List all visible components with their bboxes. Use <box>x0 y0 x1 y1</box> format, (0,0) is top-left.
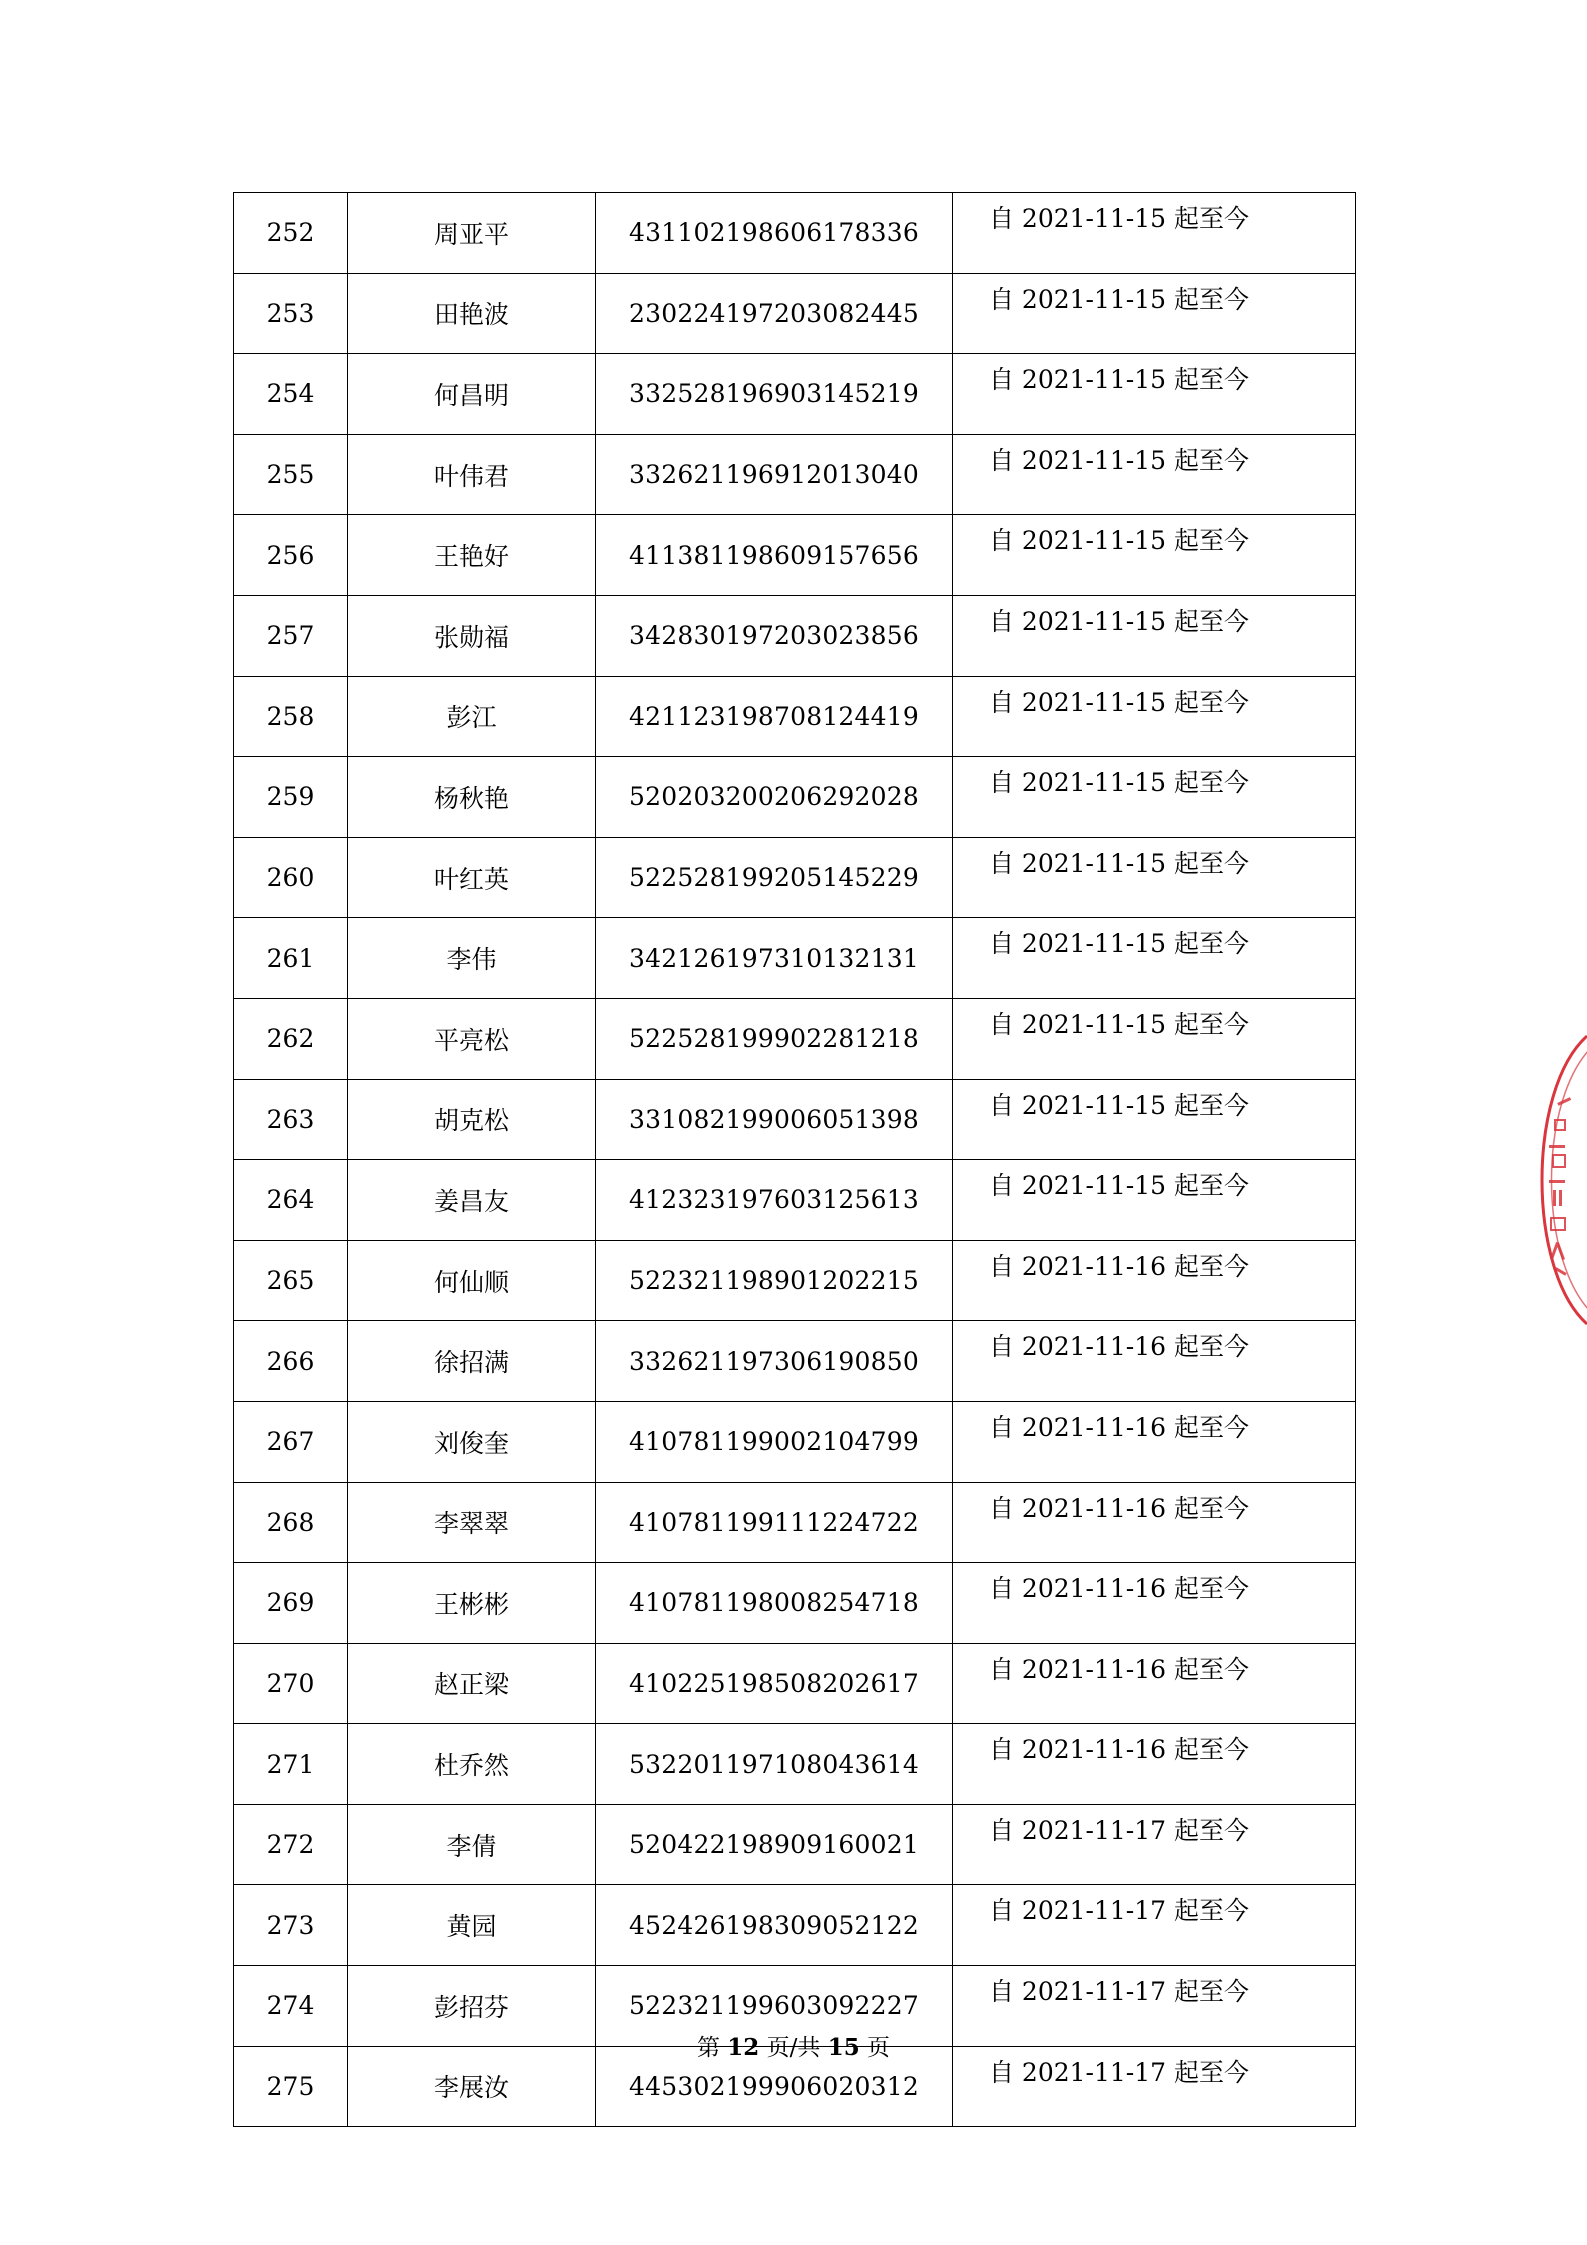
id-number-cell <box>596 1079 953 1160</box>
table-row <box>234 1724 1356 1805</box>
row-number: 263 <box>266 1104 315 1134</box>
period: 自 2021-11-15 起至今 <box>988 445 1250 475</box>
total-pages-number: 15 <box>827 2034 860 2061</box>
id-number: 532201197108043614 <box>629 1749 919 1779</box>
period: 自 2021-11-16 起至今 <box>988 1412 1250 1442</box>
id-number: 445302199906020312 <box>629 2071 919 2101</box>
row-number-cell <box>234 434 348 515</box>
row-number: 269 <box>266 1588 315 1618</box>
person-name-cell <box>348 676 596 757</box>
person-name: 姜昌友 <box>433 1186 509 1216</box>
row-number-cell <box>234 837 348 918</box>
footer-suffix: 页 <box>867 2035 891 2061</box>
period: 自 2021-11-15 起至今 <box>988 929 1250 959</box>
person-name-cell <box>348 918 596 999</box>
row-number-cell <box>234 1482 348 1563</box>
id-number-cell <box>596 1643 953 1724</box>
person-name: 田艳波 <box>433 300 509 330</box>
table-row <box>234 595 1356 676</box>
row-number-cell <box>234 1804 348 1885</box>
person-name-cell <box>348 1079 596 1160</box>
person-name: 张勋福 <box>433 622 509 652</box>
period-cell <box>953 273 1356 354</box>
period: 自 2021-11-16 起至今 <box>988 1654 1250 1684</box>
id-number: 332528196903145219 <box>629 379 919 409</box>
id-number-cell <box>596 1160 953 1241</box>
period-cell <box>953 1321 1356 1402</box>
roster-table-body <box>234 193 1356 2127</box>
period: 自 2021-11-15 起至今 <box>988 365 1250 395</box>
id-number: 522321199603092227 <box>629 1991 919 2021</box>
row-number: 253 <box>266 298 315 328</box>
current-page-number: 12 <box>727 2034 760 2061</box>
row-number: 261 <box>266 943 315 973</box>
period-cell <box>953 354 1356 435</box>
row-number: 265 <box>266 1266 315 1296</box>
period: 自 2021-11-16 起至今 <box>988 1493 1250 1523</box>
row-number-cell <box>234 193 348 274</box>
page-footer <box>0 2029 1587 2062</box>
row-number: 262 <box>266 1024 315 1054</box>
person-name-cell <box>348 434 596 515</box>
person-name: 叶红英 <box>433 864 509 894</box>
table-row <box>234 1885 1356 1966</box>
id-number: 342126197310132131 <box>629 943 919 973</box>
period-cell <box>953 1160 1356 1241</box>
person-name: 李伟 <box>446 945 497 975</box>
table-row <box>234 1563 1356 1644</box>
id-number-cell <box>596 1321 953 1402</box>
id-number-cell <box>596 595 953 676</box>
person-name-cell <box>348 1160 596 1241</box>
person-name: 李展汝 <box>433 2073 509 2103</box>
table-row <box>234 676 1356 757</box>
row-number-cell <box>234 676 348 757</box>
person-name: 刘俊奎 <box>433 1428 509 1458</box>
period: 自 2021-11-16 起至今 <box>988 1574 1250 1604</box>
person-name-cell <box>348 1563 596 1644</box>
person-name: 赵正梁 <box>433 1670 509 1700</box>
person-name: 李翠翠 <box>433 1509 509 1539</box>
period: 自 2021-11-15 起至今 <box>988 1171 1250 1201</box>
person-name-cell <box>348 837 596 918</box>
id-number: 410781199111224722 <box>629 1507 919 1537</box>
period: 自 2021-11-15 起至今 <box>988 284 1250 314</box>
id-number: 332621197306190850 <box>629 1346 919 1376</box>
person-name: 黄园 <box>446 1912 497 1942</box>
period: 自 2021-11-17 起至今 <box>988 2057 1250 2087</box>
id-number-cell <box>596 434 953 515</box>
period-cell <box>953 1401 1356 1482</box>
period-cell <box>953 1482 1356 1563</box>
id-number-cell <box>596 1240 953 1321</box>
id-number: 331082199006051398 <box>629 1104 919 1134</box>
id-number: 410781199002104799 <box>629 1427 919 1457</box>
row-number: 273 <box>266 1910 315 1940</box>
row-number: 268 <box>266 1507 315 1537</box>
table-row <box>234 918 1356 999</box>
period-cell <box>953 676 1356 757</box>
row-number: 258 <box>266 701 315 731</box>
id-number-cell <box>596 1401 953 1482</box>
row-number: 259 <box>266 782 315 812</box>
id-number: 522528199902281218 <box>629 1024 919 1054</box>
period-cell <box>953 1079 1356 1160</box>
id-number: 412323197603125613 <box>629 1185 919 1215</box>
row-number-cell <box>234 1079 348 1160</box>
id-number: 520203200206292028 <box>629 782 919 812</box>
row-number-cell <box>234 595 348 676</box>
id-number-cell <box>596 1482 953 1563</box>
id-number-cell <box>596 837 953 918</box>
row-number: 266 <box>266 1346 315 1376</box>
period-cell <box>953 1643 1356 1724</box>
row-number-cell <box>234 273 348 354</box>
id-number: 522528199205145229 <box>629 863 919 893</box>
footer-middle: 页/共 <box>766 2035 821 2061</box>
period-cell <box>953 918 1356 999</box>
person-name-cell <box>348 1401 596 1482</box>
id-number-cell <box>596 273 953 354</box>
person-name-cell <box>348 1804 596 1885</box>
person-name-cell <box>348 595 596 676</box>
row-number-cell <box>234 757 348 838</box>
row-number-cell <box>234 1240 348 1321</box>
seal-stamp-icon <box>1535 1030 1587 1330</box>
table-row <box>234 515 1356 596</box>
table-row <box>234 1482 1356 1563</box>
row-number: 260 <box>266 863 315 893</box>
id-number-cell <box>596 1563 953 1644</box>
period: 自 2021-11-16 起至今 <box>988 1251 1250 1281</box>
table-row <box>234 1160 1356 1241</box>
id-number-cell <box>596 1885 953 1966</box>
period-cell <box>953 515 1356 596</box>
row-number: 267 <box>266 1427 315 1457</box>
person-name-cell <box>348 273 596 354</box>
row-number: 272 <box>266 1830 315 1860</box>
period-cell <box>953 837 1356 918</box>
row-number-cell <box>234 1563 348 1644</box>
row-number-cell <box>234 1885 348 1966</box>
person-name: 杨秋艳 <box>433 783 509 813</box>
person-name: 平亮松 <box>433 1025 509 1055</box>
period: 自 2021-11-15 起至今 <box>988 204 1250 233</box>
row-number: 256 <box>266 540 315 570</box>
official-seal-stamp <box>1535 1030 1587 1330</box>
id-number-cell <box>596 918 953 999</box>
person-name: 李倩 <box>446 1831 497 1861</box>
footer-prefix: 第 <box>696 2035 720 2061</box>
person-name-cell <box>348 354 596 435</box>
person-name: 徐招满 <box>433 1348 509 1378</box>
person-name: 叶伟君 <box>433 461 509 491</box>
person-name-cell <box>348 1321 596 1402</box>
person-name: 彭江 <box>446 703 497 733</box>
row-number-cell <box>234 1724 348 1805</box>
id-number: 230224197203082445 <box>629 298 919 328</box>
id-number: 410225198508202617 <box>629 1668 919 1698</box>
row-number: 264 <box>266 1185 315 1215</box>
period-cell <box>953 1724 1356 1805</box>
period-cell <box>953 1563 1356 1644</box>
table-row <box>234 1401 1356 1482</box>
period: 自 2021-11-15 起至今 <box>988 848 1250 878</box>
row-number-cell <box>234 918 348 999</box>
row-number: 270 <box>266 1668 315 1698</box>
person-name: 彭招芬 <box>433 1992 509 2022</box>
id-number: 421123198708124419 <box>629 701 919 731</box>
period-cell <box>953 595 1356 676</box>
period: 自 2021-11-17 起至今 <box>988 1815 1250 1845</box>
period: 自 2021-11-15 起至今 <box>988 768 1250 798</box>
person-name: 何昌明 <box>433 380 509 410</box>
row-number: 275 <box>266 2071 315 2101</box>
person-name-cell <box>348 1724 596 1805</box>
id-number: 342830197203023856 <box>629 621 919 651</box>
row-number-cell <box>234 1643 348 1724</box>
period: 自 2021-11-17 起至今 <box>988 1977 1250 2007</box>
id-number: 452426198309052122 <box>629 1910 919 1940</box>
row-number-cell <box>234 354 348 435</box>
row-number: 274 <box>266 1991 315 2021</box>
period: 自 2021-11-15 起至今 <box>988 1009 1250 1039</box>
period-cell <box>953 1240 1356 1321</box>
id-number: 332621196912013040 <box>629 460 919 490</box>
table-row <box>234 1321 1356 1402</box>
person-name-cell <box>348 757 596 838</box>
id-number-cell <box>596 1724 953 1805</box>
row-number: 257 <box>266 621 315 651</box>
table-row <box>234 998 1356 1079</box>
person-name: 王彬彬 <box>433 1589 509 1619</box>
id-number-cell <box>596 193 953 274</box>
period-cell <box>953 998 1356 1079</box>
table-row <box>234 837 1356 918</box>
period-cell <box>953 757 1356 838</box>
table-row <box>234 1240 1356 1321</box>
person-name-cell <box>348 515 596 596</box>
id-number: 522321198901202215 <box>629 1266 919 1296</box>
period-cell <box>953 1885 1356 1966</box>
row-number-cell <box>234 1160 348 1241</box>
id-number-cell <box>596 998 953 1079</box>
row-number: 254 <box>266 379 315 409</box>
person-name-cell <box>348 1643 596 1724</box>
table-row <box>234 193 1356 274</box>
id-number: 410781198008254718 <box>629 1588 919 1618</box>
table-row <box>234 273 1356 354</box>
id-number-cell <box>596 515 953 596</box>
person-name-cell <box>348 1240 596 1321</box>
table-row <box>234 1079 1356 1160</box>
row-number-cell <box>234 998 348 1079</box>
period-cell <box>953 434 1356 515</box>
table-row <box>234 757 1356 838</box>
person-name-cell <box>348 193 596 274</box>
period: 自 2021-11-15 起至今 <box>988 687 1250 717</box>
period: 自 2021-11-15 起至今 <box>988 526 1250 556</box>
row-number: 255 <box>266 460 315 490</box>
row-number-cell <box>234 1401 348 1482</box>
person-name: 王艳好 <box>433 542 509 572</box>
id-number: 520422198909160021 <box>629 1830 919 1860</box>
person-name-cell <box>348 1482 596 1563</box>
period: 自 2021-11-17 起至今 <box>988 1896 1250 1926</box>
period: 自 2021-11-16 起至今 <box>988 1735 1250 1765</box>
roster-table <box>233 192 1356 2127</box>
id-number-cell <box>596 1804 953 1885</box>
person-name: 杜乔然 <box>433 1751 509 1781</box>
table-row <box>234 1643 1356 1724</box>
period: 自 2021-11-15 起至今 <box>988 1090 1250 1120</box>
table-row <box>234 354 1356 435</box>
person-name-cell <box>348 1885 596 1966</box>
period: 自 2021-11-15 起至今 <box>988 606 1250 636</box>
table-row <box>234 1804 1356 1885</box>
person-name: 胡克松 <box>433 1106 509 1136</box>
id-number-cell <box>596 676 953 757</box>
row-number: 252 <box>266 218 315 248</box>
row-number-cell <box>234 515 348 596</box>
id-number-cell <box>596 757 953 838</box>
period: 自 2021-11-16 起至今 <box>988 1332 1250 1362</box>
id-number: 431102198606178336 <box>629 218 919 248</box>
period-cell <box>953 1804 1356 1885</box>
person-name: 何仙顺 <box>433 1267 509 1297</box>
person-name-cell <box>348 998 596 1079</box>
row-number-cell <box>234 1321 348 1402</box>
id-number: 411381198609157656 <box>629 540 919 570</box>
id-number-cell <box>596 354 953 435</box>
table-row <box>234 434 1356 515</box>
person-name: 周亚平 <box>433 219 509 249</box>
period-cell <box>953 193 1356 274</box>
row-number: 271 <box>266 1749 315 1779</box>
